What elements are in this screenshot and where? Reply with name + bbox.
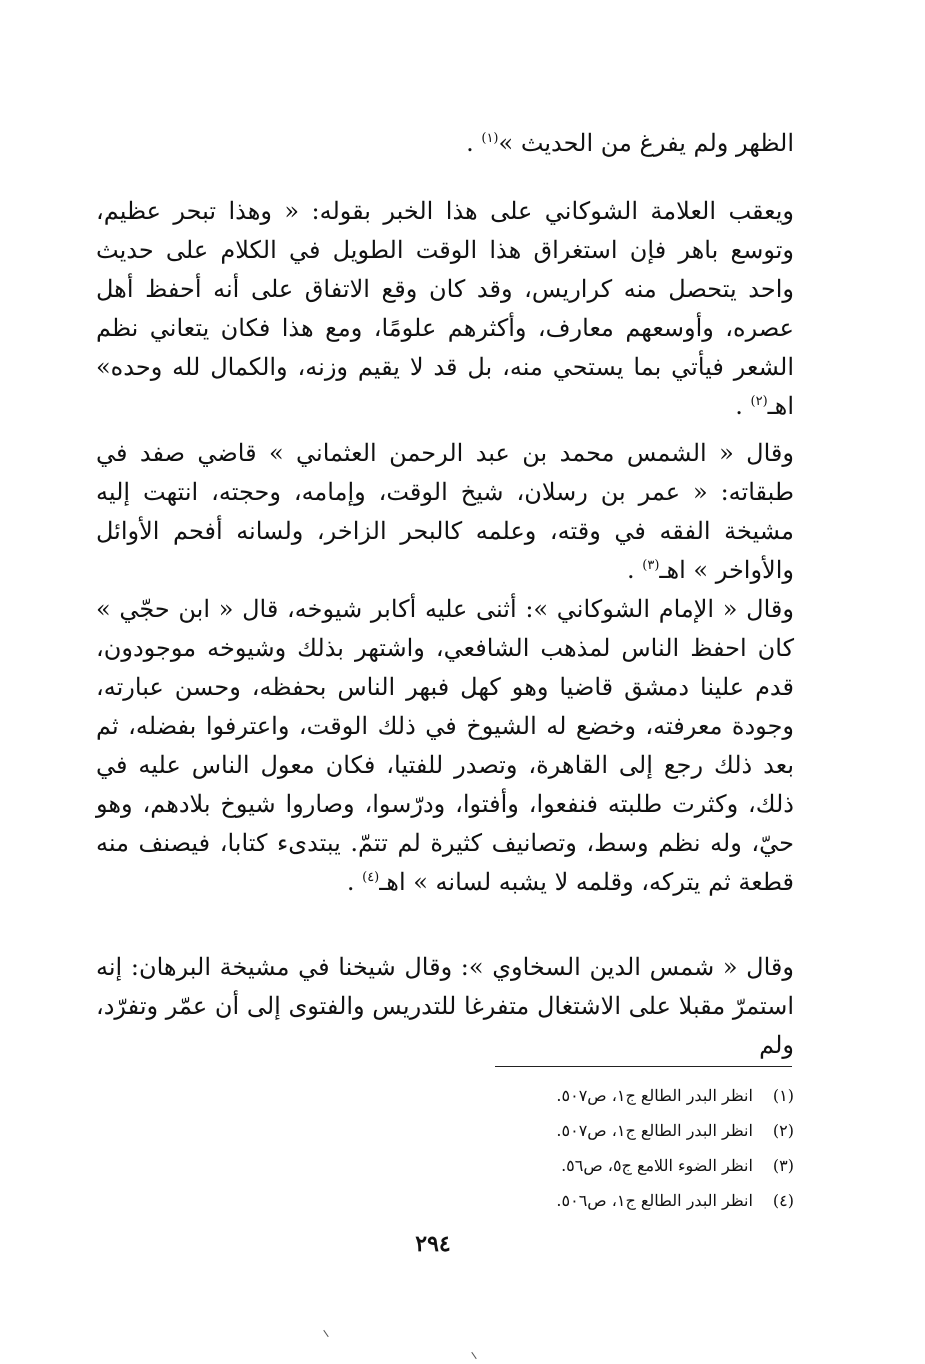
footnote-number: (١) bbox=[772, 1086, 794, 1105]
footnote-4 bbox=[300, 1183, 794, 1218]
footnote-reference: (١) bbox=[481, 131, 499, 146]
footnote-reference: (٣) bbox=[642, 558, 660, 573]
footnote-number: (٢) bbox=[772, 1121, 794, 1140]
paragraph-2 bbox=[96, 192, 794, 426]
paragraph-text: ويعقب العلامة الشوكاني على هذا الخبر بقوله: « وهذا تبحر عظيم، وتوسع باهر فإن استغراق هذا الوقت الطويل في الكلام على حديث واحد يتحصل منه كراريس، وقد كان وقع الاتفاق على أنه أحفظ أهل عصره، وأوسعهم معارف، وأكثرهم علومًا، ومع هذا فكان يتعاني نظم الشعر فيأتي بما يستحي منه، بل قد لا يقيم وزنه، والكمال لله وحده» اهـ bbox=[96, 197, 794, 420]
paragraph-1 bbox=[96, 124, 794, 163]
paragraph-text: وقال « الشمس محمد بن عبد الرحمن العثماني » قاضي صفد في طبقاته: « عمر بن رسلان، شيخ الوقت، وإمامه، وحجته، انتهت إليه مشيخة الفقه في وقته، وعلمه كالبحر الزاخر، ولسانه أفحم الأوائل والأواخر » اهـ bbox=[96, 439, 794, 584]
footnote-2 bbox=[300, 1113, 794, 1148]
paragraph-text: وقال « شمس الدين السخاوي »: وقال شيخنا في مشيخة البرهان: إنه استمرّ مقبلا على الاشتغال متفرغا للتدريس والفتوى إلى أن عمّر وتفرّد، ولم bbox=[96, 953, 794, 1059]
footnote-text: انظر الضوء اللامع ج٥، ص٥٦. bbox=[561, 1156, 753, 1175]
footnote-number: (٣) bbox=[772, 1156, 794, 1175]
paragraph-4 bbox=[96, 590, 794, 902]
scan-speck bbox=[323, 1330, 328, 1337]
paragraph-3 bbox=[96, 434, 794, 590]
footnote-reference: (٤) bbox=[362, 870, 380, 885]
paragraph-text: وقال « الإمام الشوكاني »: أثنى عليه أكابر شيوخه، قال « ابن حجّي » كان احفظ الناس لمذهب الشافعي، واشتهر بذلك وشيوخه موجودون، قدم علينا دمشق قاضيا وهو كهل فبهر الناس بحفظه، وحسن عبارته، وجودة معرفته، وخضع له الشيوخ في ذلك الوقت، واعترفوا بفضله، ثم بعد ذلك رجع إلى القاهرة، وتصدر للفتيا، فكان معول الناس عليه في ذلك، وكثرت طلبته فنفعوا، وأفتوا، ودرّسوا، وصاروا شيوخ بلادهم، وهو حيّ، وله نظم وسط، وتصانيف كثيرة لم تتمّ. يبتدىء كتابا، فيصنف منه قطعة ثم يتركه، وقلمه لا يشبه لسانه » اهـ bbox=[96, 595, 794, 896]
footnote-text: انظر البدر الطالع ج١، ص٥٠٦. bbox=[556, 1191, 753, 1210]
footnote-reference: (٢) bbox=[750, 394, 768, 409]
footnote-1 bbox=[300, 1078, 794, 1113]
paragraph-5 bbox=[96, 948, 794, 1065]
scan-speck bbox=[471, 1352, 476, 1359]
footnote-separator bbox=[495, 1066, 792, 1067]
paragraph-tail: . bbox=[466, 129, 482, 157]
footnote-text: انظر البدر الطالع ج١، ص٥٠٧. bbox=[556, 1121, 753, 1140]
page-number: ٢٩٤ bbox=[415, 1231, 451, 1257]
paragraph-tail: . bbox=[346, 868, 363, 896]
footnote-text: انظر البدر الطالع ج١، ص٥٠٧. bbox=[556, 1086, 753, 1105]
paragraph-tail: . bbox=[627, 556, 643, 584]
paragraph-text: الظهر ولم يفرغ من الحديث » bbox=[498, 129, 794, 157]
footnote-3 bbox=[300, 1148, 794, 1183]
paragraph-tail: . bbox=[735, 392, 751, 420]
footnote-number: (٤) bbox=[772, 1191, 794, 1210]
